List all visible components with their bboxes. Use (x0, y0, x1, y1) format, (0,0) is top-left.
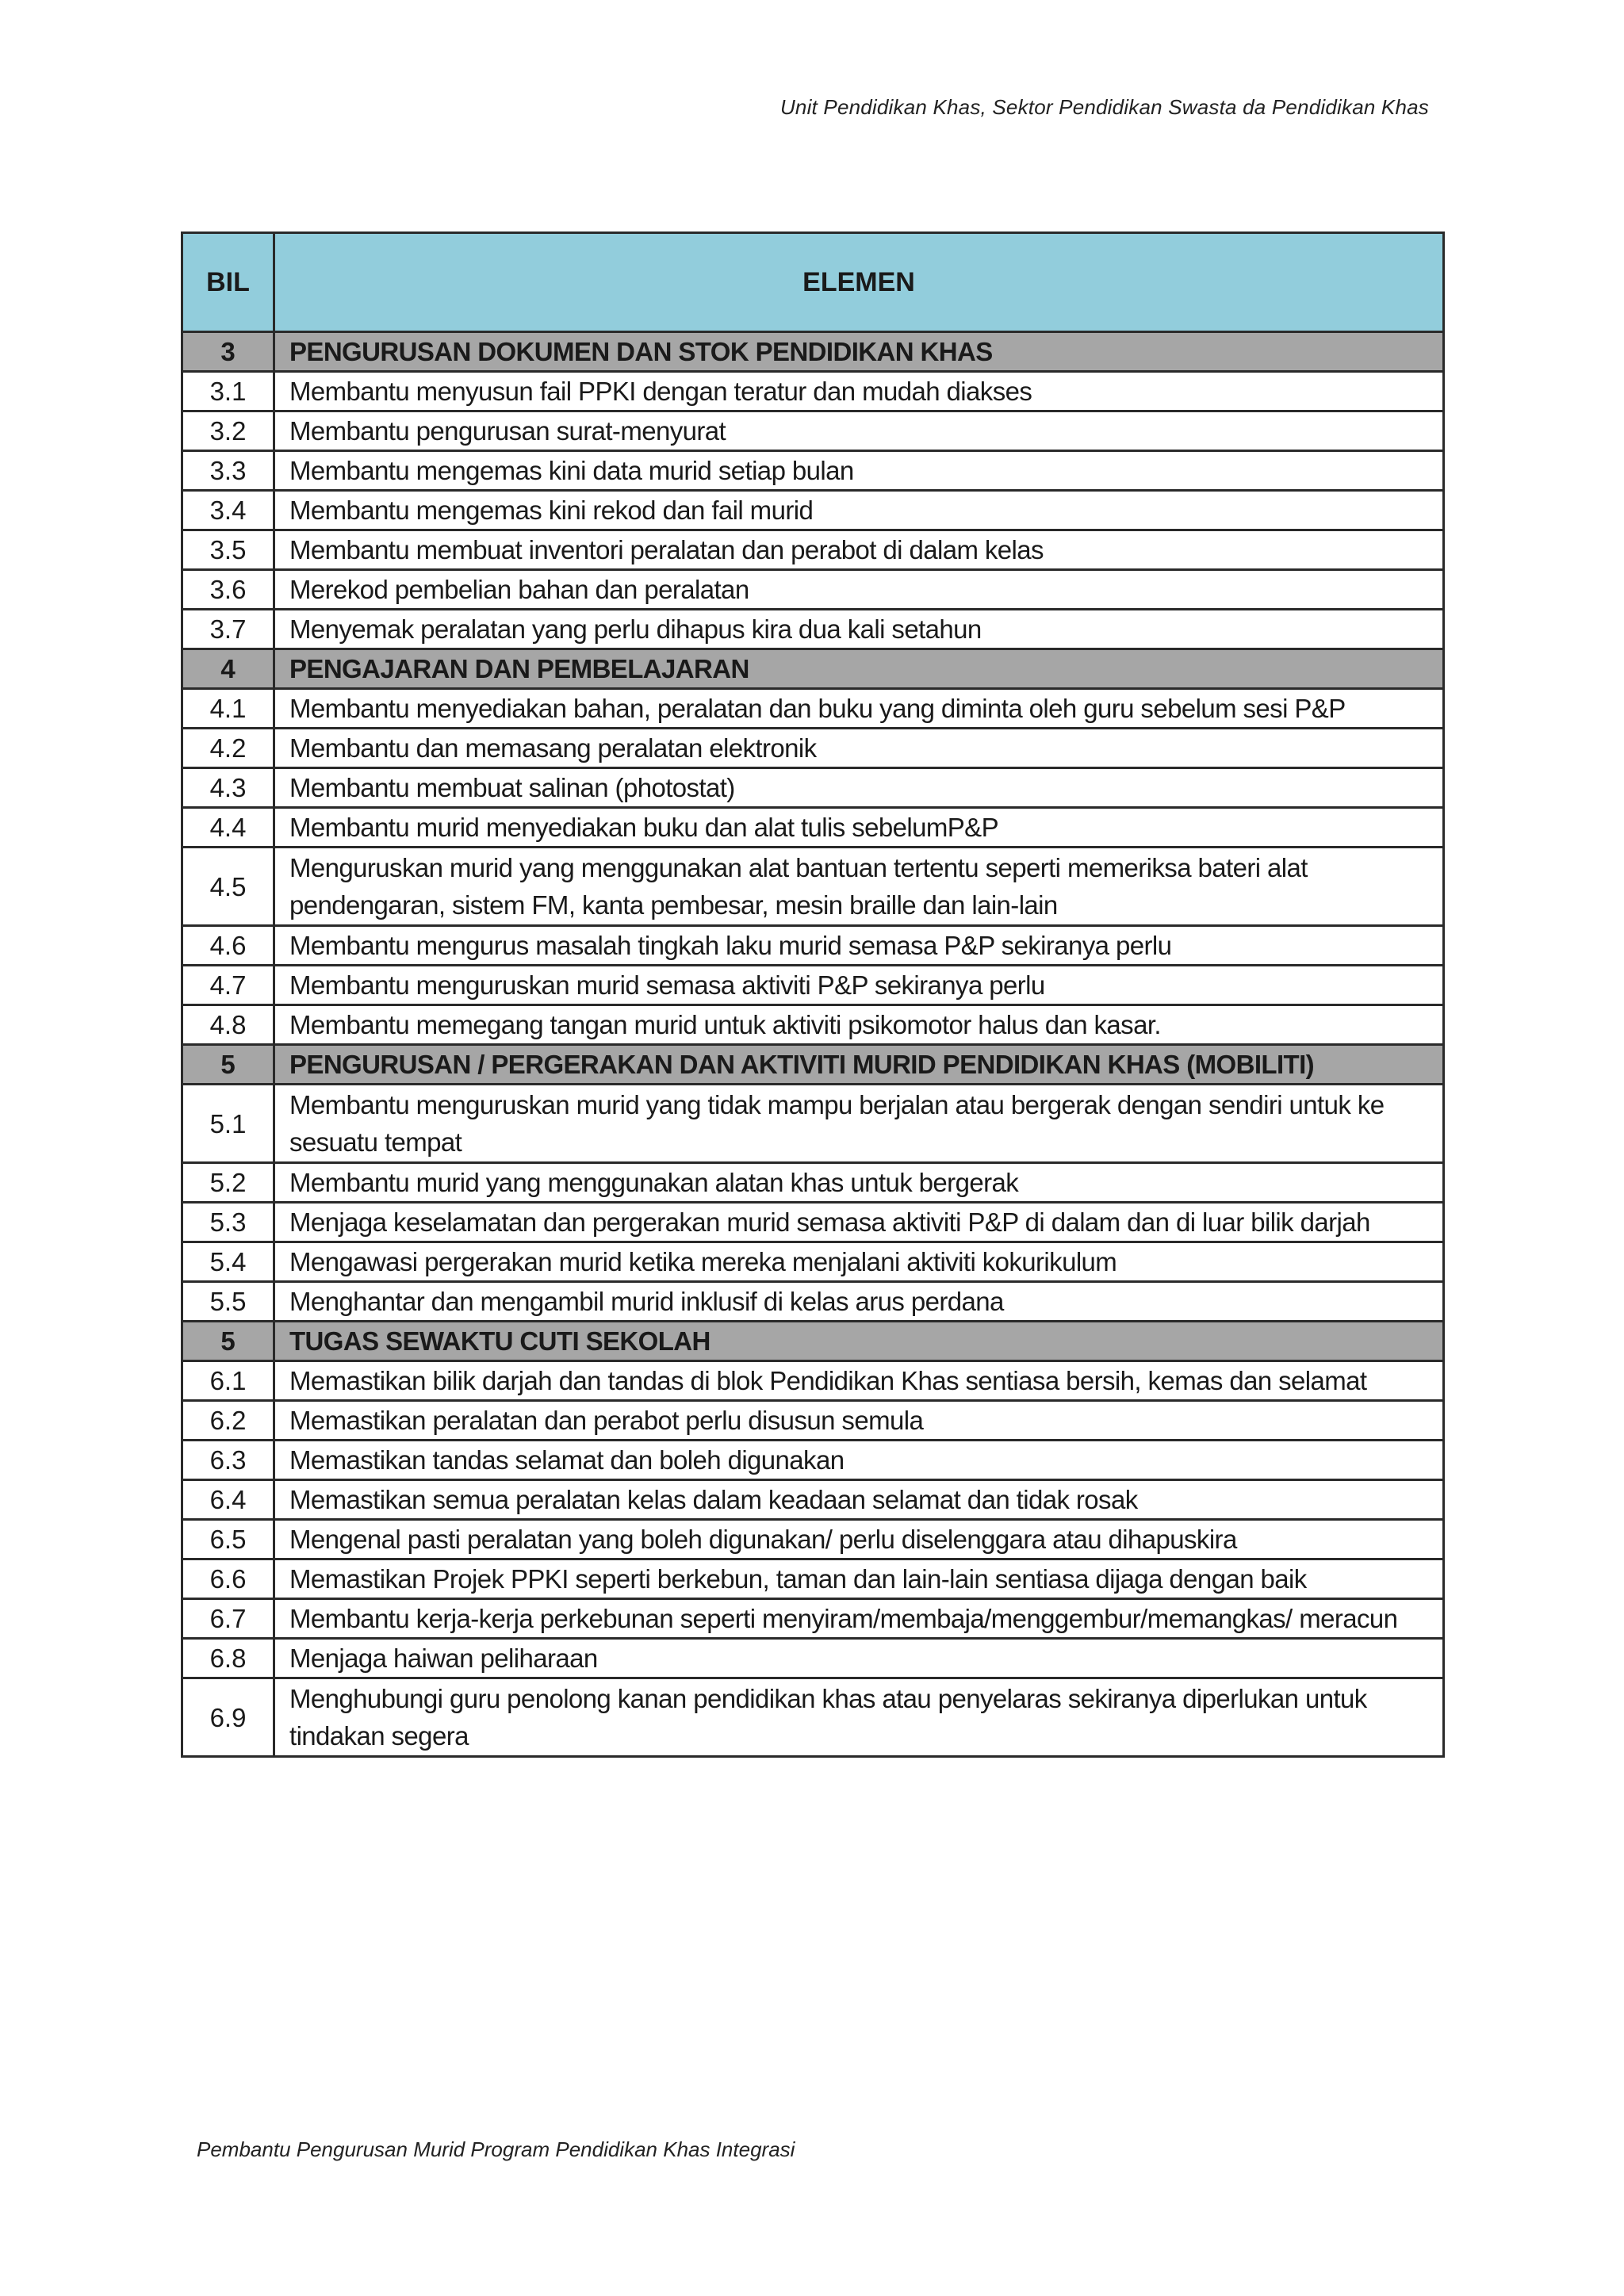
bil-cell: 4.4 (182, 808, 274, 848)
elemen-cell: Membantu mengemas kini data murid setiap bulan (274, 451, 1444, 491)
section-title-cell: PENGAJARAN DAN PEMBELAJARAN (274, 649, 1444, 689)
bil-cell: 4.7 (182, 966, 274, 1005)
bil-cell: 5.2 (182, 1163, 274, 1203)
bil-cell: 5.3 (182, 1203, 274, 1242)
bil-cell: 6.7 (182, 1599, 274, 1639)
elemen-cell: Menjaga keselamatan dan pergerakan murid semasa aktiviti P&P di dalam dan di luar bilik darjah (274, 1203, 1444, 1242)
table-row (182, 926, 1444, 966)
bil-cell: 6.5 (182, 1520, 274, 1559)
table-row (182, 689, 1444, 729)
section-row (182, 1045, 1444, 1085)
elemen-cell: Menghubungi guru penolong kanan pendidikan khas atau penyelaras sekiranya diperlukan untuk tindakan segera (274, 1678, 1444, 1757)
bil-cell: 6.9 (182, 1678, 274, 1757)
bil-cell: 6.4 (182, 1480, 274, 1520)
elemen-cell: Mengenal pasti peralatan yang boleh digunakan/ perlu diselenggara atau dihapuskira (274, 1520, 1444, 1559)
section-title-cell: PENGURUSAN / PERGERAKAN DAN AKTIVITI MURID PENDIDIKAN KHAS (MOBILITI) (274, 1045, 1444, 1085)
table-body (182, 332, 1444, 1757)
table-row (182, 1599, 1444, 1639)
table-row (182, 1520, 1444, 1559)
section-row (182, 649, 1444, 689)
table-row (182, 451, 1444, 491)
table-row (182, 1282, 1444, 1322)
bil-cell: 3.5 (182, 530, 274, 570)
elemen-cell: Memastikan semua peralatan kelas dalam keadaan selamat dan tidak rosak (274, 1480, 1444, 1520)
bil-cell: 3.6 (182, 570, 274, 610)
elemen-cell: Memastikan Projek PPKI seperti berkebun, taman dan lain-lain sentiasa dijaga dengan baik (274, 1559, 1444, 1599)
table-row (182, 1085, 1444, 1163)
elemen-cell: Menghantar dan mengambil murid inklusif di kelas arus perdana (274, 1282, 1444, 1322)
elemen-cell: Menguruskan murid yang menggunakan alat bantuan tertentu seperti memeriksa bateri alat pendengaran, sistem FM, kanta pembesar, mesin braille dan lain-lain (274, 848, 1444, 926)
bil-cell: 3.2 (182, 411, 274, 451)
bil-cell: 4.2 (182, 729, 274, 768)
section-title-cell: PENGURUSAN DOKUMEN DAN STOK PENDIDIKAN KHAS (274, 332, 1444, 372)
table-row (182, 768, 1444, 808)
table-row (182, 1441, 1444, 1480)
elemen-cell: Menjaga haiwan peliharaan (274, 1639, 1444, 1678)
table-row (182, 1480, 1444, 1520)
elemen-cell: Membantu dan memasang peralatan elektronik (274, 729, 1444, 768)
elemen-cell: Merekod pembelian bahan dan peralatan (274, 570, 1444, 610)
elemen-cell: Memastikan peralatan dan perabot perlu disusun semula (274, 1401, 1444, 1441)
bil-cell: 4.6 (182, 926, 274, 966)
elemen-cell: Memastikan tandas selamat dan boleh digunakan (274, 1441, 1444, 1480)
bil-cell: 3.4 (182, 491, 274, 530)
elemen-cell: Mengawasi pergerakan murid ketika mereka menjalani aktiviti kokurikulum (274, 1242, 1444, 1282)
page-header: Unit Pendidikan Khas, Sektor Pendidikan Swasta da Pendidikan Khas (779, 95, 1429, 119)
table-row (182, 1163, 1444, 1203)
table-row (182, 729, 1444, 768)
elemen-cell: Membantu kerja-kerja perkebunan seperti menyiram/membaja/menggembur/memangkas/ meracun (274, 1599, 1444, 1639)
elemen-cell: Membantu membuat salinan (photostat) (274, 768, 1444, 808)
table-row (182, 1361, 1444, 1401)
elemen-cell: Membantu menguruskan murid yang tidak mampu berjalan atau bergerak dengan sendiri untuk ke sesuatu tempat (274, 1085, 1444, 1163)
bil-cell: 4.8 (182, 1005, 274, 1045)
elemen-cell: Membantu menyusun fail PPKI dengan teratur dan mudah diakses (274, 372, 1444, 411)
elemen-cell: Membantu menyediakan bahan, peralatan dan buku yang diminta oleh guru sebelum sesi P&P (274, 689, 1444, 729)
table-row (182, 1678, 1444, 1757)
elemen-cell: Membantu memegang tangan murid untuk aktiviti psikomotor halus dan kasar. (274, 1005, 1444, 1045)
elemen-cell: Membantu murid yang menggunakan alatan khas untuk bergerak (274, 1163, 1444, 1203)
table-row (182, 966, 1444, 1005)
section-row (182, 1322, 1444, 1361)
bil-cell: 5 (182, 1322, 274, 1361)
table-row (182, 1203, 1444, 1242)
bil-cell: 4.1 (182, 689, 274, 729)
bil-cell: 6.3 (182, 1441, 274, 1480)
bil-cell: 4.3 (182, 768, 274, 808)
bil-cell: 5 (182, 1045, 274, 1085)
elemen-cell: Membantu pengurusan surat-menyurat (274, 411, 1444, 451)
table-row (182, 1005, 1444, 1045)
table-row (182, 610, 1444, 649)
section-title-cell: TUGAS SEWAKTU CUTI SEKOLAH (274, 1322, 1444, 1361)
bil-cell: 6.6 (182, 1559, 274, 1599)
table-row (182, 491, 1444, 530)
elemen-cell: Membantu menguruskan murid semasa aktiviti P&P sekiranya perlu (274, 966, 1444, 1005)
bil-cell: 3.3 (182, 451, 274, 491)
table-row (182, 848, 1444, 926)
bil-cell: 5.5 (182, 1282, 274, 1322)
table-row (182, 808, 1444, 848)
bil-cell: 5.1 (182, 1085, 274, 1163)
table-row (182, 530, 1444, 570)
elemen-cell: Membantu murid menyediakan buku dan alat tulis sebelumP&P (274, 808, 1444, 848)
elemen-cell: Membantu mengemas kini rekod dan fail murid (274, 491, 1444, 530)
table-row (182, 1559, 1444, 1599)
table-row (182, 411, 1444, 451)
bil-cell: 6.2 (182, 1401, 274, 1441)
bil-cell: 5.4 (182, 1242, 274, 1282)
bil-cell: 3 (182, 332, 274, 372)
column-header-elemen: ELEMEN (274, 233, 1444, 332)
table-header-row (182, 233, 1444, 332)
table-row (182, 1639, 1444, 1678)
bil-cell: 3.1 (182, 372, 274, 411)
page-footer: Pembantu Pengurusan Murid Program Pendidikan Khas Integrasi (197, 2137, 795, 2161)
column-header-bil: BIL (182, 233, 274, 332)
table-row (182, 1242, 1444, 1282)
elemen-cell: Memastikan bilik darjah dan tandas di blok Pendidikan Khas sentiasa bersih, kemas dan selamat (274, 1361, 1444, 1401)
table-row (182, 372, 1444, 411)
elemen-cell: Membantu membuat inventori peralatan dan perabot di dalam kelas (274, 530, 1444, 570)
elemen-table (181, 232, 1445, 1758)
bil-cell: 6.8 (182, 1639, 274, 1678)
bil-cell: 6.1 (182, 1361, 274, 1401)
bil-cell: 4 (182, 649, 274, 689)
elemen-cell: Menyemak peralatan yang perlu dihapus kira dua kali setahun (274, 610, 1444, 649)
elemen-cell: Membantu mengurus masalah tingkah laku murid semasa P&P sekiranya perlu (274, 926, 1444, 966)
bil-cell: 4.5 (182, 848, 274, 926)
bil-cell: 3.7 (182, 610, 274, 649)
section-row (182, 332, 1444, 372)
table-row (182, 1401, 1444, 1441)
table-row (182, 570, 1444, 610)
